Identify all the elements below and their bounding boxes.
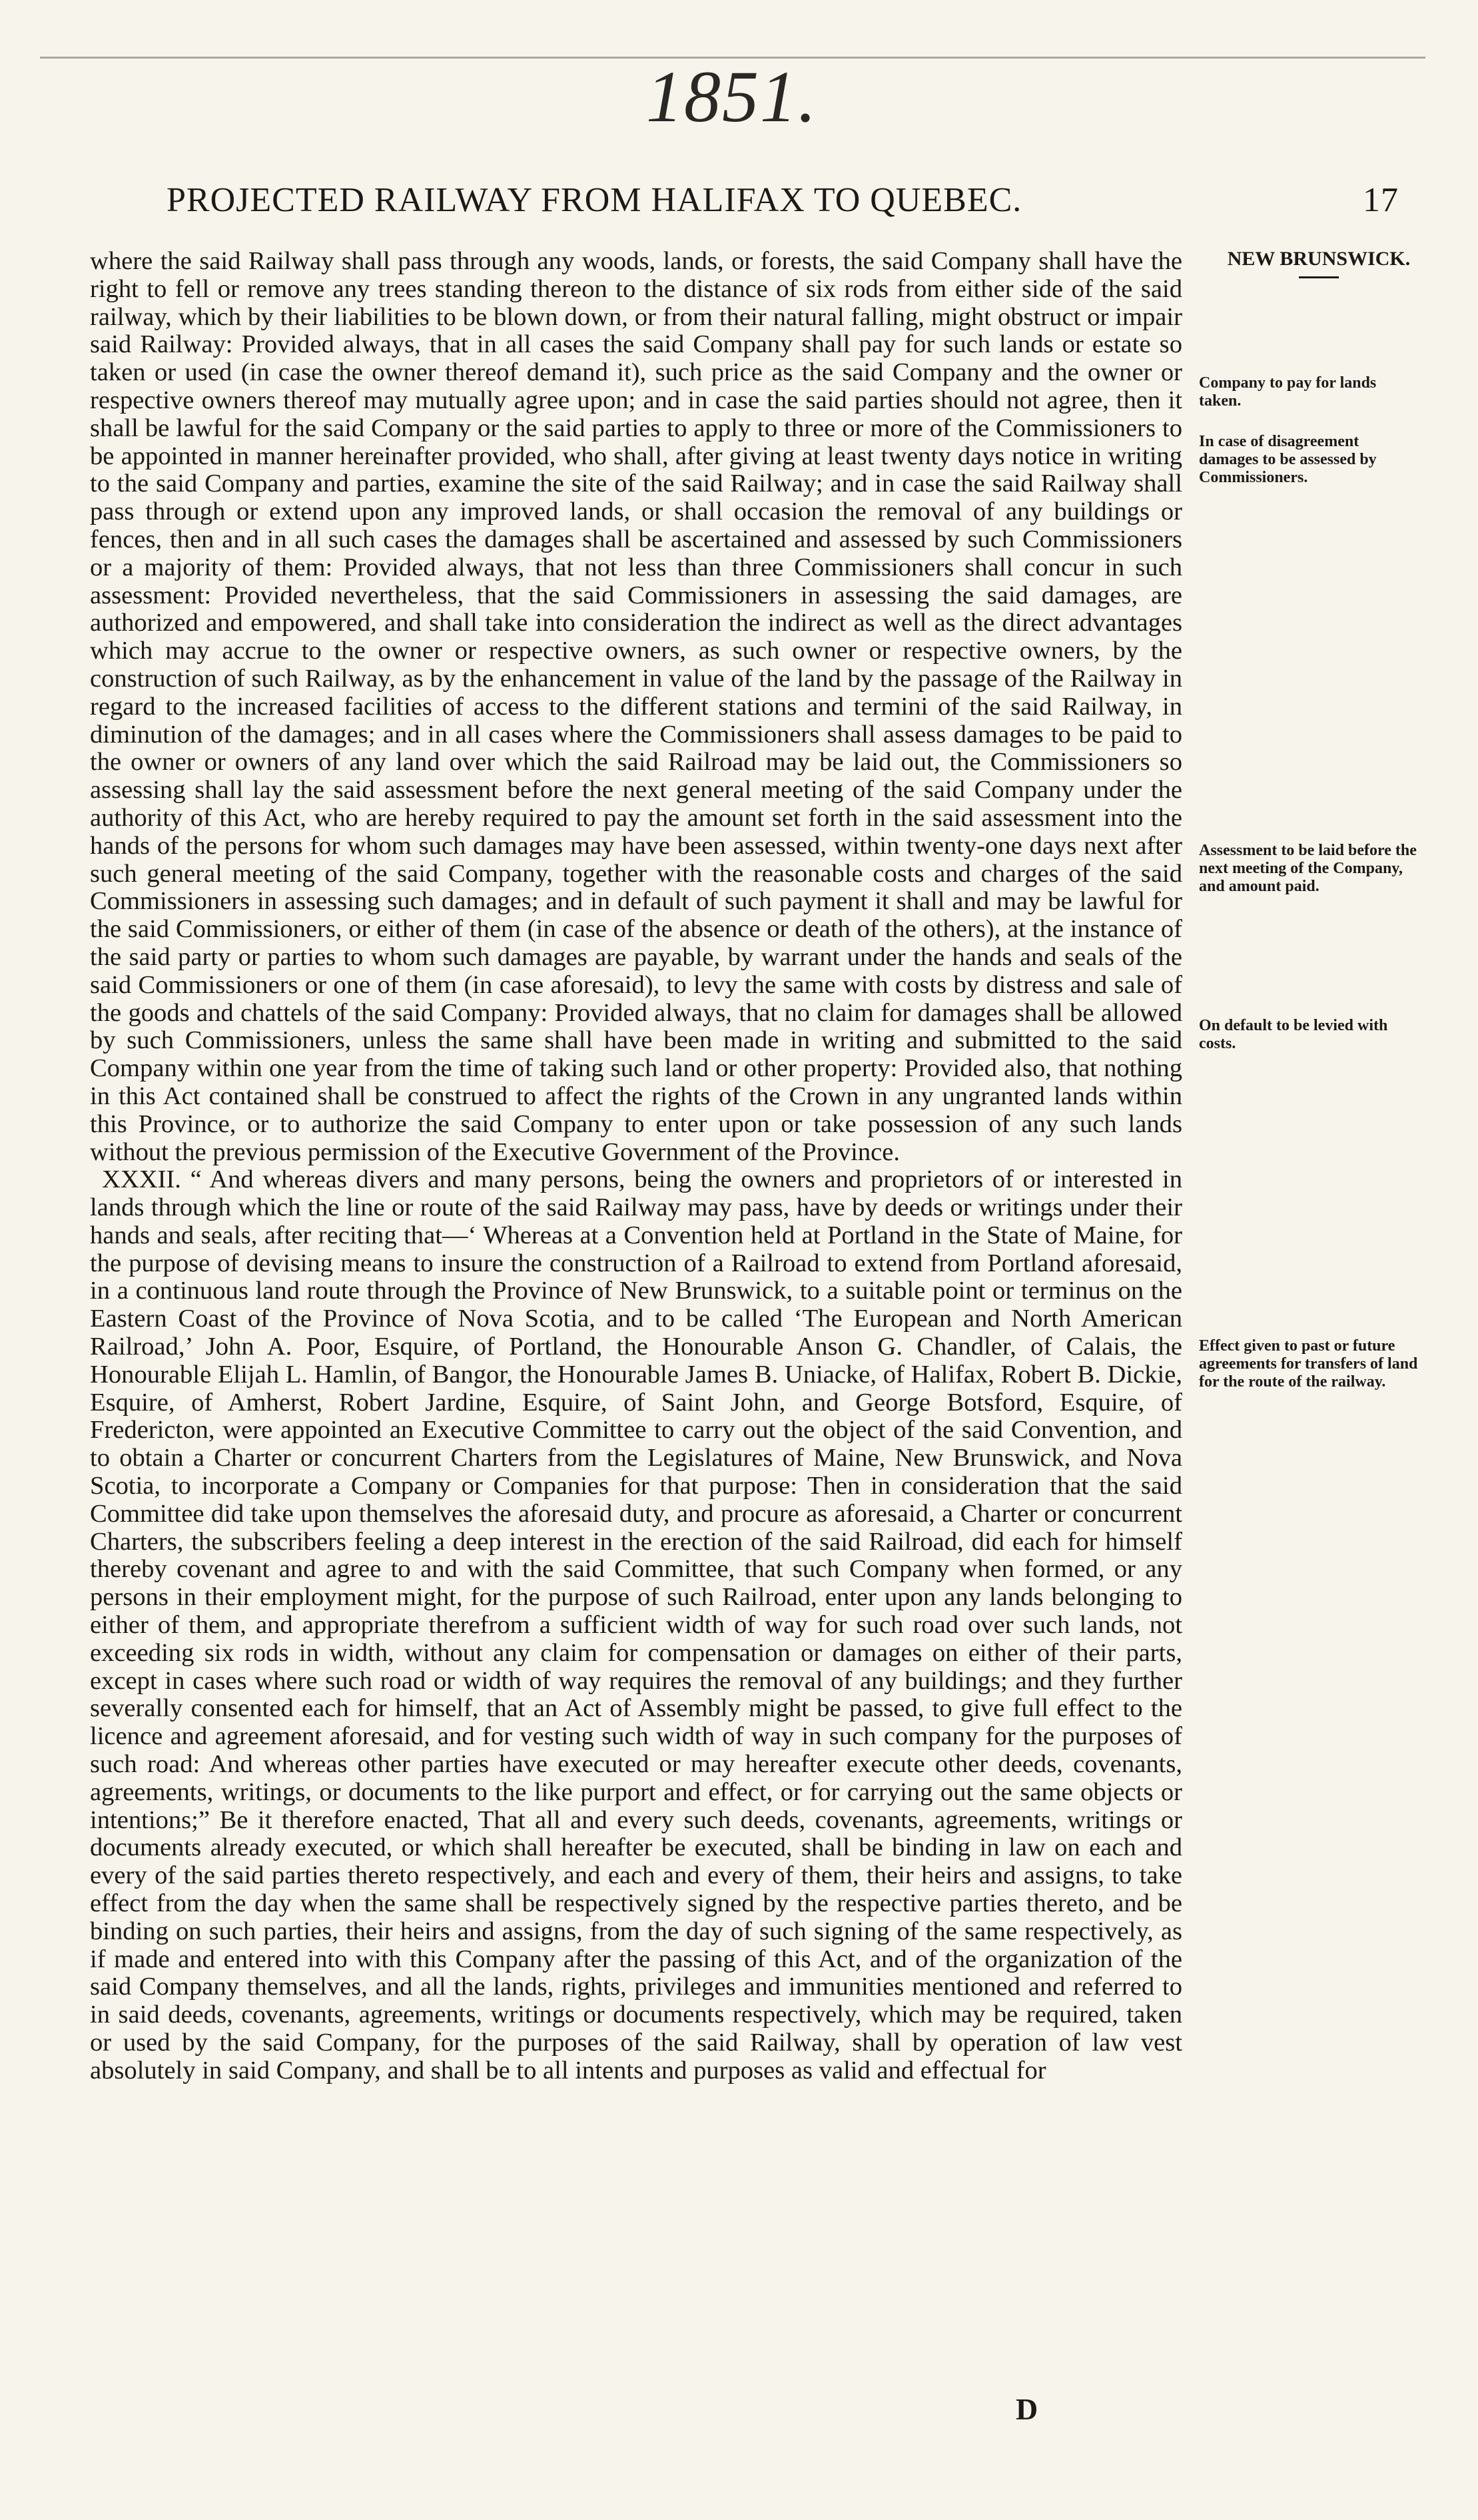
margin-note-disagreement: In case of disagreement damages to be assessed by Commissioners. [1199,433,1377,486]
province-rule [1299,276,1339,278]
handwritten-year: 1851. [646,56,818,137]
page-number: 17 [1363,181,1399,219]
body-text [90,248,1182,2085]
section-xxxii: XXXII. “ And whereas divers and many persons, being the owners and proprietors of or interested in lands through which the line or route of the said Railway may pass, have by deeds or writings under their hands and seals, after reciting that—‘ Whereas at a Convention held at Portland in the State of Maine, for the purpose of devising means to insure the construction of a Railroad to extend from Portland aforesaid, in a continuous land route through the Province of New Brunswick, to a suitable point or terminus on the Eastern Coast of the Province of Nova Scotia, and to be called ‘The European and North American Railroad,’ John A. Poor, Esquire, of Portland, the Honourable Anson G. Chandler, of Calais, the Honourable Elijah L. Hamlin, of Bangor, the Honourable James B. Uniacke, of Halifax, Robert B. Dickie, Esquire, of Amherst, Robert Jardine, Esquire, of Saint John, and George Botsford, Esquire, of Fredericton, were appointed an Executive Committee to carry out the object of the said Convention, and to obtain a Charter or concurrent Charters from the Legislatures of Maine, New Brunswick, and Nova Scotia, to incorporate a Company or Companies for that purpose: Then in consideration that the said Committee did take upon themselves the aforesaid duty, and procure as aforesaid, a Charter or concurrent Charters, the subscribers feeling a deep interest in the erection of the said Railroad, did each for himself thereby covenant and agree to and with the said Committee, that such Company when formed, or any persons in their employment might, for the purpose of such Railroad, enter upon any lands belonging to either of them, and appropriate therefrom a sufficient width of way for such road over such lands, not exceeding six rods in width, without any claim for compensation or damages on either of their parts, except in cases where such road or width of way requires the removal of any buildings; and they further severally consented each for himself, that an Act of Assembly might be passed, to give full effect to the licence and agreement aforesaid, and for vesting such width of way in such company for the purposes of such road: And whereas other parties have executed or may hereafter execute other deeds, covenants, agreements, writings, or documents to the like purport and effect, or for carrying out the same objects or intentions;” Be it therefore enacted, That all and every such deeds, covenants, agreements, writings or documents already executed, or which shall hereafter be executed, shall be binding in law on each and every of the said parties thereto respectively, and each and every of them, their heirs and assigns, to take effect from the day when the same shall be respectively signed by the respective parties thereto, and be binding on such parties, their heirs and assigns, from the day of such signing of the same respectively, as if made and entered into with this Company after the passing of this Act, and of the organization of the said Company themselves, and all the lands, rights, privileges and immunities mentioned and referred to in said deeds, covenants, agreements, writings or documents respectively, which may be required, taken or used by the said Company, for the purposes of the said Railway, shall by operation of law vest absolutely in said Company, and shall be to all intents and purposes as valid and effectual for [90,1165,1182,2084]
margin-note-assessment: Assessment to be laid before the next meeting of the Company, and amount paid. [1199,842,1417,895]
province-name: NEW BRUNSWICK. [1227,248,1411,270]
signature-mark: D [1016,2392,1038,2426]
margin-note-default: On default to be levied with costs. [1199,1017,1388,1052]
margin-province-label [1219,248,1419,278]
margin-note-agreements: Effect given to past or future agreements for transfers of land for the route of the railway. [1199,1337,1418,1391]
margin-note-payment: Company to pay for lands taken. [1199,374,1377,410]
page-title: PROJECTED RAILWAY FROM HALIFAX TO QUEBEC. [167,181,1022,219]
running-head [167,183,1399,218]
paragraph-continued: where the said Railway shall pass through any woods, lands, or forests, the said Company shall have the right to fell or remove any trees standing thereon to the distance of six rods from either side of the said railway, which by their liabilities to be blown down, or from their natural falling, might obstruct or impair said Railway: Provided always, that in all cases the said Company shall pay for such lands or estate so taken or used (in case the owner thereof demand it), such price as the said Company and the owner or respective owners thereof may mutually agree upon; and in case the said parties should not agree, then it shall be lawful for the said Company or the said parties to apply to three or more of the Commissioners to be appointed in manner hereinafter provided, who shall, after giving at least twenty days notice in writing to the said Company and parties, examine the site of the said Railway; and in case the said Railway shall pass through or extend upon any improved lands, or shall occasion the removal of any buildings or fences, then and in all such cases the damages shall be ascertained and assessed by such Commissioners or a majority of them: Provided always, that not less than three Commissioners shall concur in such assessment: Provided nevertheless, that the said Commissioners in assessing the said damages, are authorized and empowered, and shall take into consideration the indirect as well as the direct advantages which may accrue to the owner or respective owners, as such owner or respective owners, by the construction of such Railway, as by the enhancement in value of the land by the passage of the Railway in regard to the increased facilities of access to the different stations and termini of the said Railway, in diminution of the damages; and in all cases where the Commissioners shall assess damages to be paid to the owner or owners of any land over which the said Railroad may be laid out, the Commissioners so assessing shall lay the said assessment before the next general meeting of the said Company under the authority of this Act, who are hereby required to pay the amount set forth in the said assessment into the hands of the persons for whom such damages may have been assessed, within twenty-one days next after such general meeting of the said Company, together with the reasonable costs and charges of the said Commissioners in assessing such damages; and in default of such payment it shall and may be lawful for the said Commissioners, or either of them (in case of the absence or death of the others), at the instance of the said party or parties to whom such damages are payable, by warrant under the hands and seals of the said Commissioners or one of them (in case aforesaid), to levy the same with costs by distress and sale of the goods and chattels of the said Company: Provided always, that no claim for damages shall be allowed by such Commissioners, unless the same shall have been made in writing and submitted to the said Company within one year from the time of taking such land or other property: Provided also, that nothing in this Act contained shall be construed to affect the rights of the Crown in any ungranted lands within this Province, or to authorize the said Company to enter upon or take possession of any such lands without the previous permission of the Executive Government of the Province. [90,247,1182,1166]
